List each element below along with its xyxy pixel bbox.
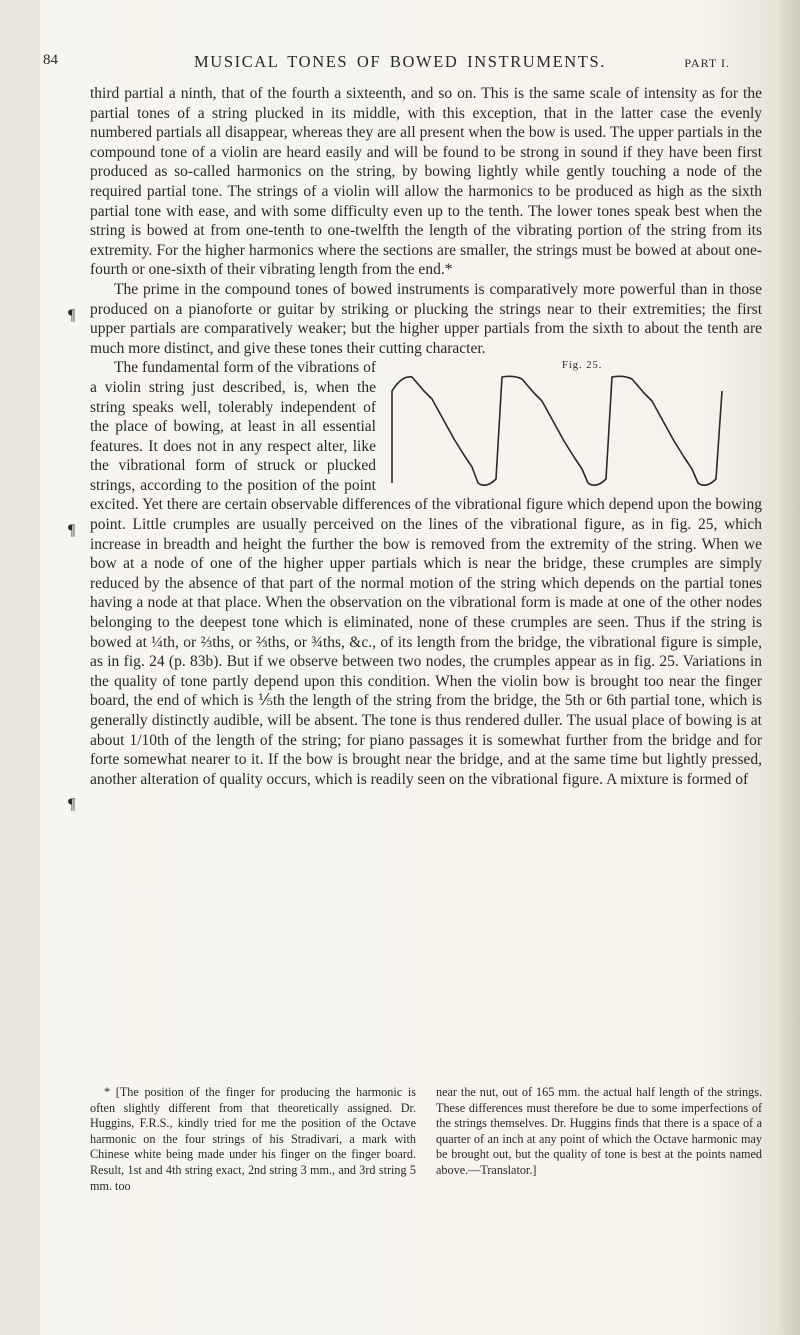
figure-caption: Fig. 25. [562,360,603,372]
part-label: PART I. [684,56,730,70]
figure-25 [384,358,762,492]
footnote-column-right [436,1085,762,1194]
footnote-column-left [90,1085,416,1194]
paragraph-mark: ¶ [68,522,76,539]
paragraph-mark: ¶ [68,307,76,324]
paragraph: The fundamental form of the vibrations of a violin string just described, is, when the string speaks well, tolerably independent of the place of bowing, at least in all essential features. It does not in any respect alter, like the vibrational form of struck or plucked strings, according to the position of the point excited. Yet there are certain observable differences of the vibrational figure which depend upon the bowing point. Little crumples are usually perceived on the lines of the vibrational figure, as in fig. 25, which increase in breadth and height the further the bow is removed from the extremity of the string. When we bow at a node of one of the higher upper partials which is near the bridge, these crumples are simply reduced by the absence of that part of the normal motion of the string which depends on the partial tones having a node at that place. When the observation on the vibrational form is made at one of the other nodes belonging to the deepest tone which is eliminated, none of these crumples are seen. Thus if the string is bowed at ¼th, or ⅔ths, or ⅔ths, or ¾ths, &c., of its length from the bridge, the vibrational figure is simple, as in fig. 24 (p. 83b). But if we observe between two nodes, the crumples appear as in fig. 25. Variations in the quality of tone partly depend upon this condition. When the violin bow is brought too near the finger board, the end of which is ⅕th the length of the string from the bridge, the 5th or 6th partial tone, which is generally distinctly audible, will be absent. The tone is thus rendered duller. The usual place of bowing is at about 1/10th of the length of the string; for piano passages it is somewhat further from the bridge and for forte somewhat nearer to it. If the bow is brought near the bridge, and at the same time but lightly pressed, another alteration of quality occurs, which is readily seen on the vibrational figure. A mixture is formed of [90,359,762,788]
running-title: MUSICAL TONES OF BOWED INSTRUMENTS. [194,52,606,71]
footnote: * [The position of the finger for producing the harmonic is often slightly different from that theoretically assigned. Dr. Huggins, F.R.S., kindly tried for me the position of the Octave harmonic on the four strings of his Stradivari, a mark with Chinese white being made under his finger on the finger board. Result, 1st and 4th string exact, 2nd string 3 mm., and 3rd string 5 mm. too [90,1085,416,1193]
body-text [90,84,762,789]
page-number: 84 [43,52,58,68]
vibrational-figure-diagram [384,371,762,491]
paragraph: third partial a ninth, that of the fourth a sixteenth, and so on. This is the same scale of intensity as for the partial tones of a string plucked in its middle, with this exception, that in the latter case the evenly numbered partials all disappear, whereas they are all present when the bow is used. The upper partials in the compound tone of a violin are heard easily and will be found to be strong in sound if they have been first produced as so-called harmonics on the string, by bowing lightly while gently touching a node of the required partial tone. The strings of a violin will allow the harmonics to be produced as high as the sixth partial tone with ease, and with some difficulty even up to the tenth. The lower tones speak best when the string is bowed at from one-tenth to one-twelfth the length of the vibrating portion of the string from its extremity. For the higher harmonics where the sections are smaller, the strings must be bowed at about one-fourth or one-sixth of their vibrating length from the end.* [90,85,762,279]
paragraph: The prime in the compound tones of bowed instruments is comparatively more powerful than in those produced on a pianoforte or guitar by striking or plucking the strings near to their extremities; the first upper partials are comparatively weaker; but the higher upper partials from the sixth to about the tenth are much more distinct, and give these tones their cutting character. [90,280,762,357]
paragraph-mark: ¶ [68,796,76,813]
footnotes [90,1085,762,1194]
sawtooth-waveform [392,377,722,486]
footnote-continued: near the nut, out of 165 mm. the actual half length of the strings. These differences must therefore be due to some imperfections of the strings themselves. Dr. Huggins finds that there is a space of a quarter of an inch at any point of which the Octave harmonic may be brought out, but the quality of tone is best at the points named above.—Translator.] [436,1085,762,1177]
